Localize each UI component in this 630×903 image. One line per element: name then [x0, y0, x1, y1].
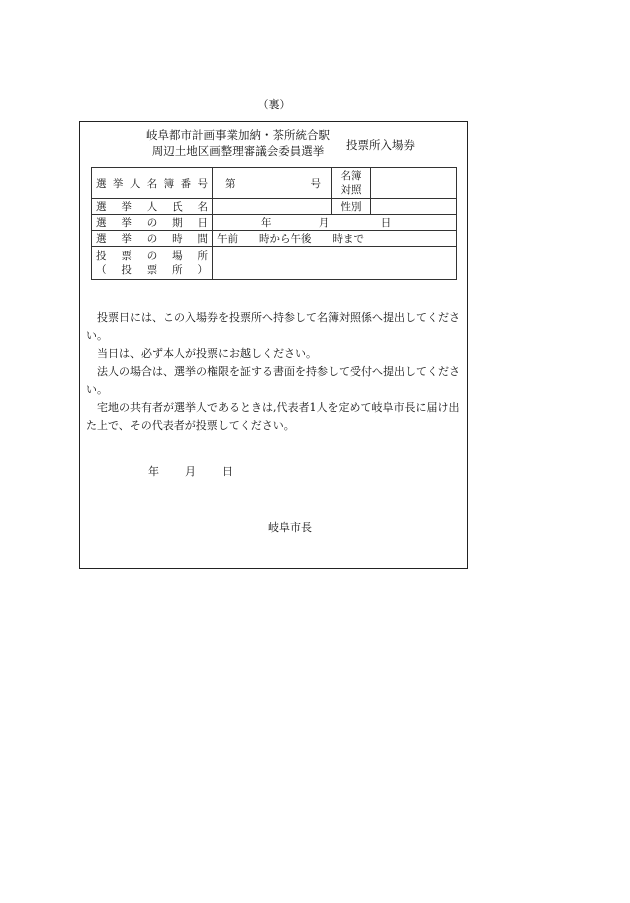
instruction-1: 投票日には、この入場券を投票所へ持参して名簿対照係へ提出してください。: [86, 311, 460, 342]
instruction-3: 法人の場合は、選挙の権限を証する書面を持参して受付へ提出してください。: [86, 365, 460, 396]
election-title: [138, 127, 338, 159]
voter-number-label: 選挙人名簿番号: [92, 168, 213, 199]
register-check-label: 名簿 対照: [332, 168, 371, 199]
table-row: [92, 199, 457, 215]
ticket-frame: [79, 121, 468, 569]
gender-label: 性別: [332, 199, 371, 215]
voter-number-cell: [213, 168, 332, 199]
table-row: [92, 247, 457, 280]
register-check-cell: [371, 168, 457, 199]
election-title-line1: 岐阜都市計画事業加納・茶所統合駅: [146, 128, 330, 142]
gender-cell: [371, 199, 457, 215]
voter-name-cell: [213, 199, 332, 215]
election-date-cell: 年 月 日: [213, 215, 457, 231]
voter-info-table: [91, 167, 457, 280]
voter-name-label: 選挙人氏名: [92, 199, 213, 215]
instruction-2: 当日は、必ず本人が投票にお越しください。: [97, 347, 317, 360]
instruction-4: 宅地の共有者が選挙人であるときは,代表者1人を定めて岐阜市長に届け出た上で、その代表者が投票してください。: [86, 401, 460, 432]
side-label: （裏）: [257, 98, 291, 111]
table-row: [92, 231, 457, 247]
polling-place-label: 投票の場所 （投票所）: [92, 247, 213, 280]
instructions: [86, 309, 466, 435]
table-row: [92, 215, 457, 231]
election-date-label: 選挙の期日: [92, 215, 213, 231]
mayor-signature: 岐阜市長: [268, 521, 312, 534]
ticket-subtitle: 投票所入場券: [346, 138, 415, 152]
election-title-line2: 周辺土地区画整理審議会委員選挙: [151, 144, 325, 158]
issue-date: 年 月 日: [148, 465, 233, 478]
polling-place-cell: [213, 247, 457, 280]
election-time-cell: 午前 時から午後 時まで: [213, 231, 457, 247]
dai-text: 第: [225, 177, 236, 190]
table-row: [92, 168, 457, 199]
go-text: 号: [310, 177, 321, 190]
election-time-label: 選挙の時間: [92, 231, 213, 247]
